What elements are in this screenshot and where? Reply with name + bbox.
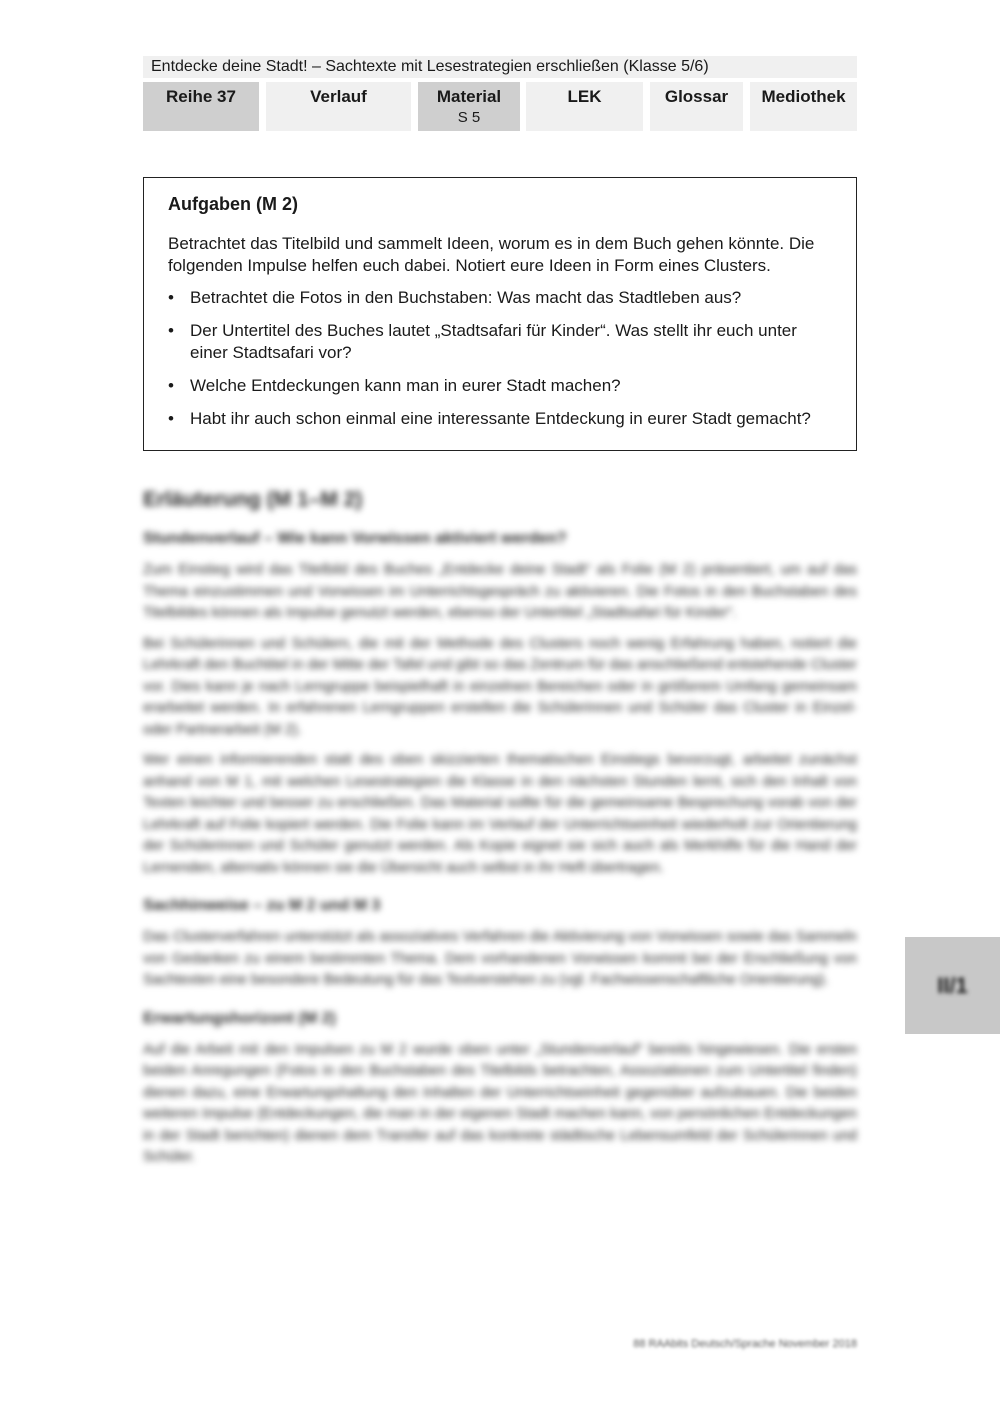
tab-verlauf[interactable] — [266, 82, 411, 131]
task-bullet: • Habt ihr auch schon einmal eine interessante Entdeckung in eurer Stadt gemacht? — [168, 408, 832, 430]
tab-label: Glossar — [664, 87, 729, 106]
tab-reihe[interactable] — [143, 82, 259, 131]
tab-page-number: S 5 — [457, 109, 481, 126]
task-box — [143, 177, 857, 451]
series-title: Entdecke deine Stadt! – Sachtexte mit Lesestrategien erschließen (Klasse 5/6) — [143, 56, 857, 78]
section-paragraph: Das Clusterverfahren unterstützt als assoziatives Verfahren die Aktivierung von Vorwissen sowie das Sammeln von Gedanken zu einem bestimmten Thema. Dem vorhandenen Vorwissen kommt bei der Erschließung von Sachtexten eine besondere Bedeutung für das Textverstehen zu (vgl. Fachwissenschaftliche Orientierung). — [143, 929, 857, 988]
side-register-tab — [905, 937, 1000, 1034]
blurred-explanation — [143, 488, 857, 1178]
tab-label: Mediothek — [761, 87, 846, 106]
section-subheading: Erwartungshorizont (M 2) — [143, 1009, 336, 1027]
task-heading: Aufgaben (M 2) — [168, 194, 298, 214]
page-footer: 88 RAAbits Deutsch/Sprache November 2018 — [633, 1338, 857, 1350]
tab-label: LEK — [567, 87, 602, 106]
explanation-heading: Erläuterung (M 1–M 2) — [143, 488, 363, 511]
section-paragraph: Auf die Arbeit mit den Impulsen zu M 2 wurde oben unter „Stundenverlauf“ bereits hingewiesen. Die ersten beiden Anregungen (Fotos in den Buchstaben des Titelbilds betrachten, Assoziationen zum Untertitel finden) dienen dazu, eine Erwartungshaltung den Inhalten der Unterrichtseinheit gegenüber aufzubauen. Die beiden weiteren Impulse (Entdeckungen, die man in der eigenen Stadt machen kann, von persönlichen Entdeckungen in der Stadt berichten) dienen dem Transfer auf das konkrete städtische Lebensumfeld der Schülerinnen und Schüler. — [143, 1041, 857, 1165]
section-paragraph: Wer einen informierenden statt des oben skizzierten thematischen Einstiegs bevorzugt, arbeitet zunächst anhand von M 1, mit welchen Lesestrategien die Klasse in den nächsten Stunden lernt, sich den Inhalt von Texten leichter und besser zu erschließen. Das Material sollte für die gemeinsame Besprechung vorab von der Lehrkraft auf Folie kopiert werden. Die Folie kann im Verlauf der Unterrichtseinheit wiederholt zur Orientierung der Schülerinnen und Schüler genutzt werden. Als Kopie eignet sie sich auch als Merkhilfe für die Hand der Lernenden, alternativ können sie die Übersicht auch selbst in ihr Heft übertragen. — [143, 752, 857, 876]
task-intro: Betrachtet das Titelbild und sammelt Ideen, worum es in dem Buch gehen könnte. Die folgenden Impulse helfen euch dabei. Notiert eure Ideen in Form eines Clusters. — [168, 234, 815, 275]
section-paragraph: Zum Einstieg wird das Titelbild des Buches „Entdecke deine Stadt“ als Folie (M 2) präsentiert, um auf das Thema einzustimmen und Vorwissen im Unterrichtsgespräch zu aktivieren. Die Fotos in den Buchstaben des Titelbildes können als Impulse genutzt werden, ebenso der Untertitel „Stadtsafari für Kinder“. — [143, 562, 857, 621]
section-subheading: Stundenverlauf – Wie kann Vorwissen aktiviert werden? — [143, 530, 567, 547]
tab-lek[interactable] — [526, 82, 643, 131]
navigation-tabs — [143, 82, 857, 132]
task-bullet: • Der Untertitel des Buches lautet „Stadtsafari für Kinder“. Was stellt ihr euch unter einer Stadtsafari vor? — [168, 320, 832, 364]
side-tab-label: II/1 — [937, 973, 968, 998]
task-bullet: • Welche Entdeckungen kann man in eurer Stadt machen? — [168, 375, 832, 397]
tab-material[interactable] — [418, 82, 520, 131]
task-bullet: • Betrachtet die Fotos in den Buchstaben: Was macht das Stadtleben aus? — [168, 287, 832, 309]
tab-glossar[interactable] — [650, 82, 743, 131]
tab-mediothek[interactable] — [750, 82, 857, 131]
section-subheading: Sachhinweise – zu M 2 und M 3 — [143, 897, 381, 914]
task-bullet-list — [168, 287, 832, 430]
section-paragraph: Bei Schülerinnen und Schülern, die mit der Methode des Clusters noch wenig Erfahrung haben, notiert die Lehrkraft den Buchtitel in der Mitte der Tafel und gibt so das Zentrum für das anschließend entstehende Cluster vor. Dies kann je nach Lerngruppe beispielhaft in einzelnen Bereichen oder in größerem Umfang gemeinsam erarbeitet werden. In erfahrenen Lerngruppen erstellen die Schülerinnen und Schüler das Cluster in Einzel- oder Partnerarbeit (M 2). — [143, 635, 857, 738]
tab-label: Reihe 37 — [166, 87, 236, 106]
tab-label: Material — [436, 87, 502, 106]
tab-label: Verlauf — [310, 87, 367, 106]
